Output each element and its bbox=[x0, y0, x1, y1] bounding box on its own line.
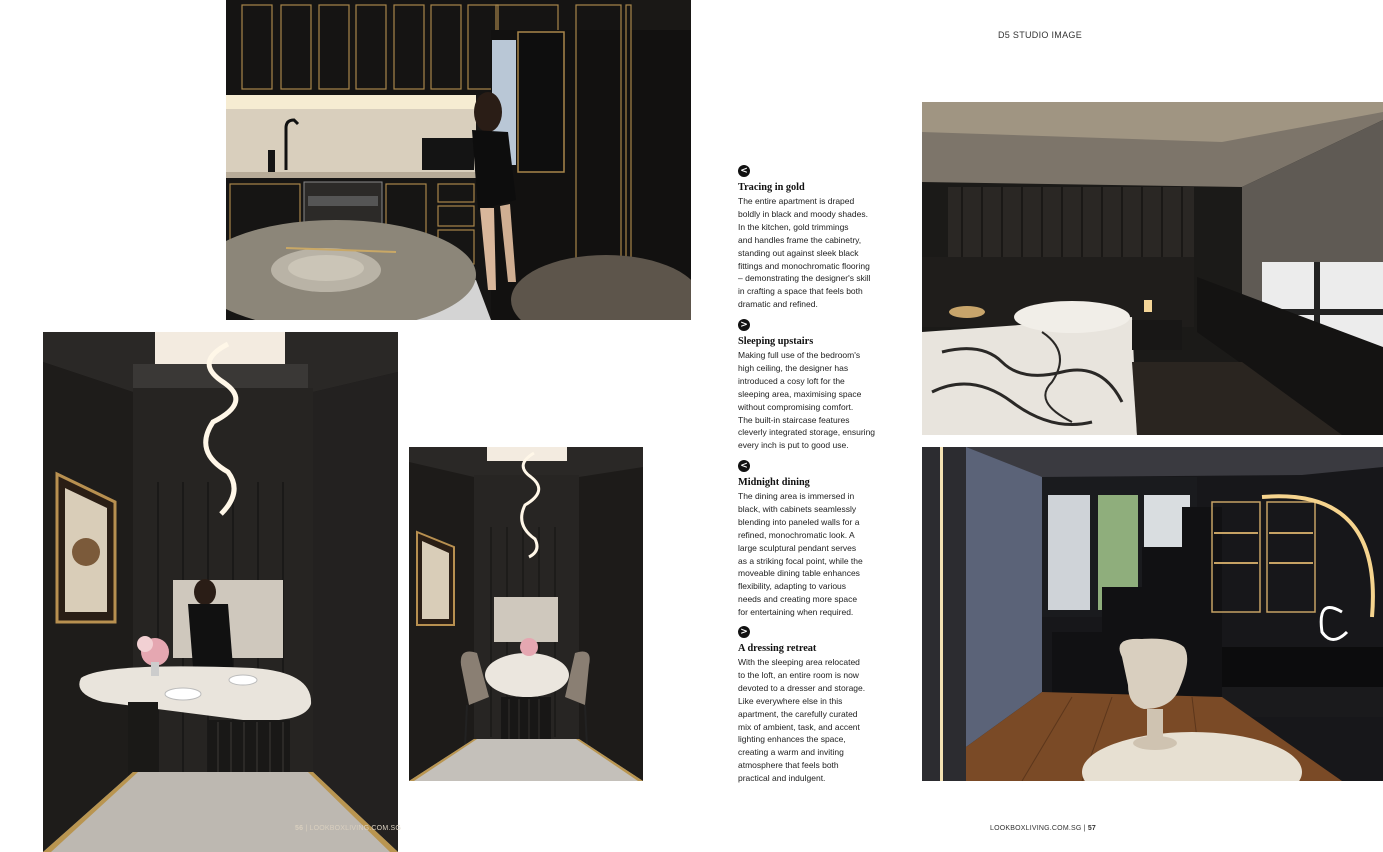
section-sleeping-upstairs bbox=[738, 319, 875, 452]
page-folio-right: LOOKBOXLIVING.COM.SG | 57 bbox=[990, 825, 1097, 832]
dining-room-small-photo bbox=[409, 447, 643, 781]
page-folio-left: 56 | LOOKBOXLIVING.COM.SG bbox=[295, 825, 402, 832]
arrow-right-icon: > bbox=[738, 319, 750, 331]
kitchen-photo bbox=[226, 0, 691, 320]
section-heading: Tracing in gold bbox=[738, 182, 805, 193]
arrow-left-icon: < bbox=[738, 165, 750, 177]
section-heading: A dressing retreat bbox=[738, 643, 817, 654]
dressing-room-photo bbox=[922, 447, 1383, 781]
section-midnight-dining bbox=[738, 460, 863, 619]
section-body: The entire apartment is draped boldly in black and moody shades. In the kitchen, gold trimmings and handles frame the cabinetry, standing out against sleek black fittings and monochromatic flooring – demonstrating the designer's skill in crafting a space that feels both dramatic and refined. bbox=[738, 196, 871, 310]
bedroom-loft-photo bbox=[922, 102, 1383, 435]
section-heading: Midnight dining bbox=[738, 477, 810, 488]
section-dressing-retreat bbox=[738, 626, 865, 785]
photo-credit: D5 STUDIO IMAGE bbox=[998, 30, 1083, 40]
section-tracing-in-gold bbox=[738, 165, 871, 311]
dining-room-large-photo bbox=[43, 332, 398, 852]
section-body: With the sleeping area relocated to the loft, an entire room is now devoted to a dresser and storage. Like everywhere else in this apartment, the carefully curated mix of ambient, task, and accent lighting enhances the space, creating a warm and inviting atmosphere that feels both practical and indulgent. bbox=[738, 657, 866, 784]
section-body: The dining area is immersed in black, with cabinets seamlessly blending into paneled walls for a refined, monochromatic look. A large sculptural pendant serves as a striking focal point, while the moveable dining table enhances flexibility, adapting to various needs and creating more space for entertaining when required. bbox=[738, 491, 863, 618]
arrow-right-icon: > bbox=[738, 626, 750, 638]
section-body: Making full use of the bedroom's high ceiling, the designer has introduced a cosy loft for the sleeping area, maximising space without compromising comfort. The built-in staircase features cleverly integrated storage, ensuring every inch is put to good use. bbox=[738, 350, 876, 451]
arrow-left-icon: < bbox=[738, 460, 750, 472]
section-heading: Sleeping upstairs bbox=[738, 336, 814, 347]
